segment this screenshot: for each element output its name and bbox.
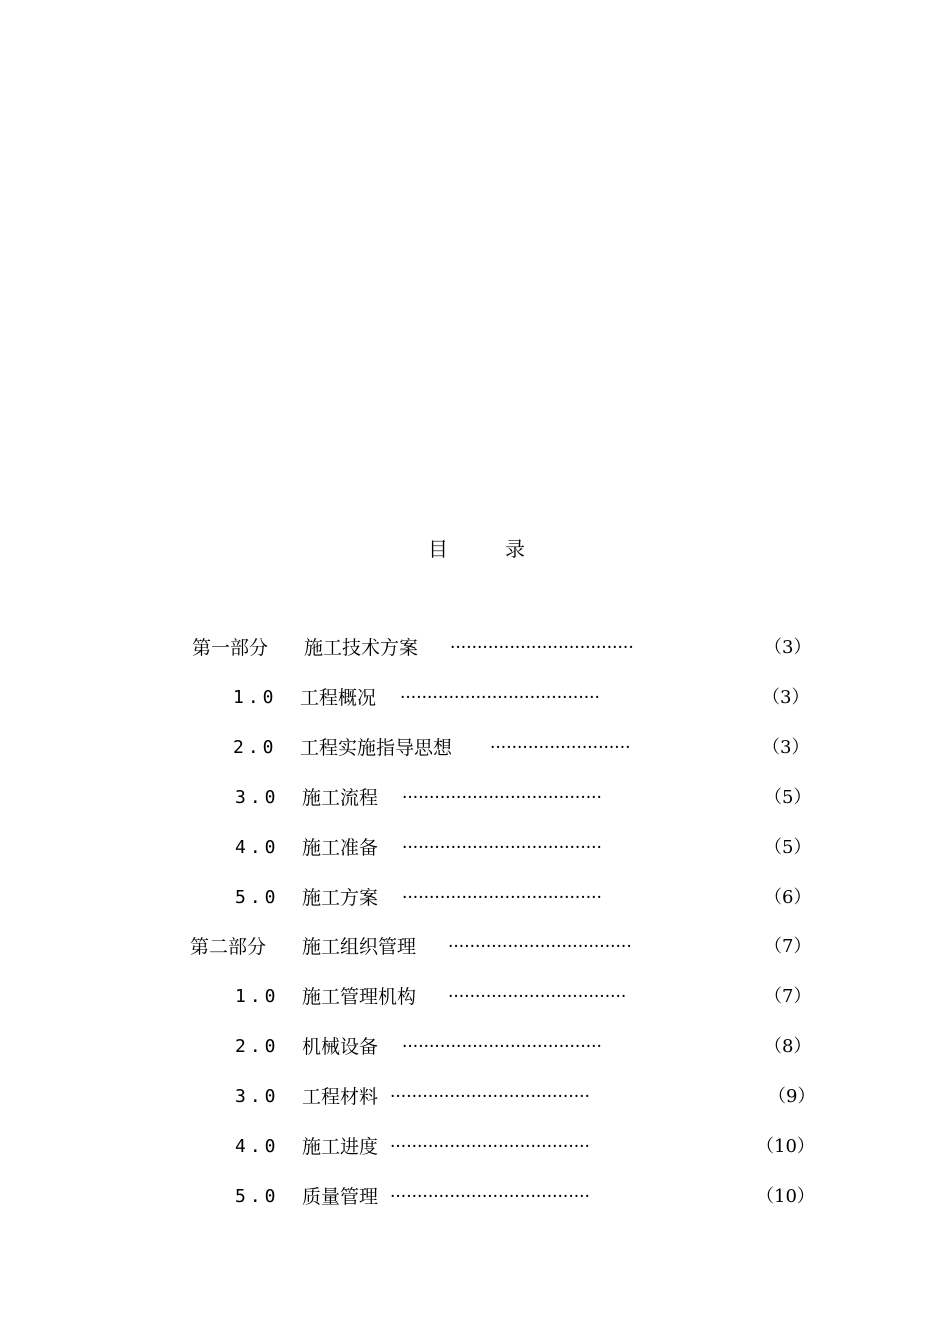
toc-title-char-1: 目 bbox=[428, 537, 448, 561]
toc-page-number: （7） bbox=[764, 986, 812, 1007]
toc-leader-dots: ····································· bbox=[390, 1187, 590, 1207]
toc-leader-dots: ····································· bbox=[402, 1037, 602, 1057]
toc-entry-label: 施工组织管理 bbox=[302, 936, 417, 958]
toc-entry[interactable] bbox=[0, 830, 950, 866]
toc-section-number: 3.0 bbox=[235, 1086, 280, 1107]
toc-entry[interactable] bbox=[0, 1179, 950, 1215]
toc-entry-label: 施工方案 bbox=[302, 887, 379, 909]
toc-leader-dots: ····································· bbox=[390, 1087, 590, 1107]
toc-entry[interactable] bbox=[0, 680, 950, 716]
toc-entry-label: 施工技术方案 bbox=[304, 637, 419, 659]
toc-title bbox=[0, 534, 950, 566]
toc-part-prefix: 第一部分 bbox=[192, 637, 269, 659]
toc-page-number: （8） bbox=[764, 1036, 812, 1057]
toc-section-number: 1.0 bbox=[233, 687, 278, 708]
toc-page-number: （3） bbox=[762, 687, 810, 708]
toc-entry[interactable] bbox=[0, 979, 950, 1015]
toc-section-number: 2.0 bbox=[233, 737, 278, 758]
toc-leader-dots: ····································· bbox=[402, 838, 602, 858]
toc-leader-dots: ·································· bbox=[450, 638, 634, 658]
toc-entry[interactable] bbox=[0, 780, 950, 816]
toc-leader-dots: ····································· bbox=[400, 688, 600, 708]
toc-entry-label: 工程材料 bbox=[302, 1086, 379, 1108]
toc-entry-label: 工程概况 bbox=[300, 687, 377, 709]
toc-page-number: （5） bbox=[764, 787, 812, 808]
toc-section-number: 4.0 bbox=[235, 1136, 280, 1157]
toc-page-number: （7） bbox=[764, 936, 812, 957]
toc-entry-label: 机械设备 bbox=[302, 1036, 379, 1058]
toc-section-number: 5.0 bbox=[235, 887, 280, 908]
toc-page-number: （6） bbox=[764, 887, 812, 908]
toc-page-number: （10） bbox=[756, 1136, 815, 1157]
toc-entry-label: 施工流程 bbox=[302, 787, 379, 809]
toc-entry[interactable] bbox=[0, 730, 950, 766]
toc-leader-dots: ····································· bbox=[402, 788, 602, 808]
toc-title-char-2: 录 bbox=[505, 537, 525, 561]
toc-leader-dots: ·························· bbox=[490, 738, 631, 758]
toc-leader-dots: ····································· bbox=[390, 1137, 590, 1157]
toc-section-number: 4.0 bbox=[235, 837, 280, 858]
toc-leader-dots: ·································· bbox=[448, 937, 632, 957]
toc-entry[interactable] bbox=[0, 1079, 950, 1115]
toc-section-number: 1.0 bbox=[235, 986, 280, 1007]
toc-page-number: （5） bbox=[764, 837, 812, 858]
toc-entry[interactable] bbox=[0, 929, 950, 965]
toc-leader-dots: ································· bbox=[448, 987, 627, 1007]
toc-page-number: （3） bbox=[764, 637, 812, 658]
toc-entry-label: 工程实施指导思想 bbox=[300, 737, 453, 759]
toc-entry[interactable] bbox=[0, 1029, 950, 1065]
toc-entry[interactable] bbox=[0, 630, 950, 666]
toc-entry[interactable] bbox=[0, 880, 950, 916]
toc-entry-label: 施工进度 bbox=[302, 1136, 379, 1158]
toc-part-prefix: 第二部分 bbox=[190, 936, 267, 958]
toc-entry-label: 施工管理机构 bbox=[302, 986, 417, 1008]
toc-page-number: （10） bbox=[756, 1186, 815, 1207]
toc-section-number: 3.0 bbox=[235, 787, 280, 808]
toc-page-number: （3） bbox=[762, 737, 810, 758]
toc-entry-label: 质量管理 bbox=[302, 1186, 379, 1208]
toc-entry-label: 施工准备 bbox=[302, 837, 379, 859]
toc-section-number: 5.0 bbox=[235, 1186, 280, 1207]
toc-leader-dots: ····································· bbox=[402, 888, 602, 908]
toc-entry[interactable] bbox=[0, 1129, 950, 1165]
toc-section-number: 2.0 bbox=[235, 1036, 280, 1057]
toc-page-number: （9） bbox=[768, 1086, 816, 1107]
